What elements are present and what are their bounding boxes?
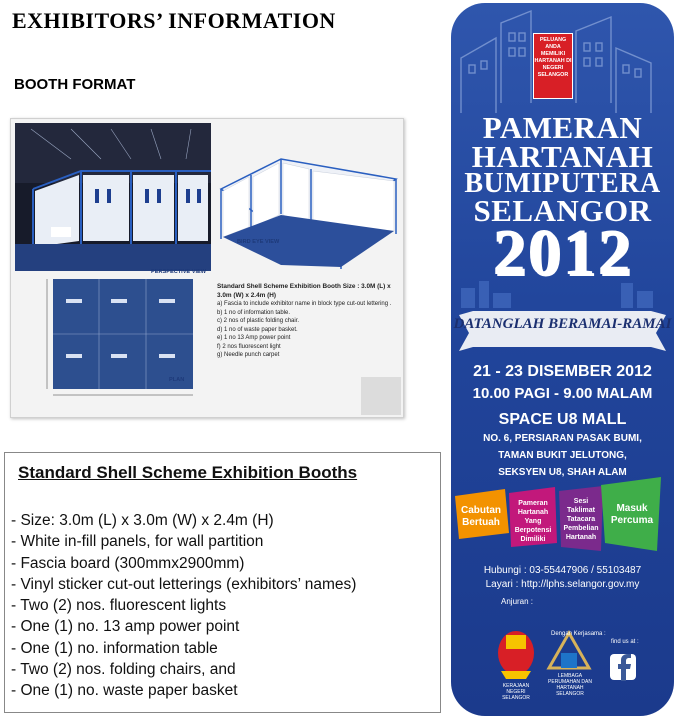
event-time: 10.00 PAGI - 9.00 MALAM [472,385,653,402]
poster-title-line: PAMERAN [482,110,643,145]
venue-address-line: SEKSYEN U8, SHAH ALAM [498,467,627,478]
feature-free-entry: Masuk Percuma [610,503,654,526]
perspective-view-label: PERSPECTIVE VIEW [151,269,207,275]
plan-label: PLAN [169,377,185,383]
selangor-crest-icon [498,631,534,679]
venue-address-line: NO. 6, PERSIARAN PASAK BUMI, [483,433,642,444]
venue-address-line: TAMAN BUKIT JELUTONG, [498,450,627,461]
poster-tagline: DATANGLAH BERAMAI-RAMAI [453,316,672,332]
feature-lucky-draw: Cabutan Bertuah [461,505,501,528]
poster-title-line: SELANGOR [473,193,652,228]
booth-spec-item: a) Fascia to include exhibitor name in block type cut-out lettering . [217,301,392,307]
list-item: - One (1) no. waste paper basket [11,680,356,701]
find-us-label: find us at : [611,639,639,645]
shell-scheme-list [11,510,356,702]
lphs-logo-caption: LEMBAGA PERUMAHAN DAN HARTANAH SELANGOR [548,673,592,697]
feature-briefing-session: Sesi Taklimat Tatacara Pembelian Hartanah [563,498,599,541]
booth-spec-item: b) 1 no of information table. [217,309,291,316]
booth-spec-item: f) 2 nos fluorescent light [217,343,281,350]
poster-year: 2012 [492,216,633,289]
booth-spec-item: e) 1 no 13 Amp power point [217,335,291,341]
booth-spec-item: g) Needle punch carpet [217,352,280,358]
shell-scheme-heading: Standard Shell Scheme Exhibition Booths [18,463,358,482]
booth-spec-title: Standard Shell Scheme Exhibition Booth Size : 3.0M (L) x 3.0m (W) x 2.4m (H) [217,283,391,299]
selangor-logo-caption: KERAJAAN NEGERI SELANGOR [502,683,530,701]
list-item: - White in-fill panels, for wall partition [11,531,356,552]
event-poster [451,3,674,716]
booth-spec-text [217,283,397,360]
feature-property-exhibition: Pameran Hartanah Yang Berpotensi Dimiliki [514,500,552,543]
booth-illustration [11,119,403,417]
in-cooperation-label: Dengan Kerjasama : [551,631,606,637]
list-item: - Vinyl sticker cut-out letterings (exhibitors’ names) [11,574,356,595]
list-item: - Two (2) nos. folding chairs, and [11,659,356,680]
bird-eye-view-label: BIRD EYE VIEW [237,239,280,245]
page-title: EXHIBITORS’ INFORMATION [12,8,336,33]
event-dates: 21 - 23 DISEMBER 2012 [473,363,652,380]
booth-format-image [10,118,404,418]
contact-phone: Hubungi : 03-55447906 / 55103487 [483,565,642,576]
poster-title-line: BUMIPUTERA [464,168,661,199]
booth-spec-item: d) 1 no of waste paper basket. [217,326,298,333]
facebook-icon [610,654,636,681]
list-item: - Two (2) nos. fluorescent lights [11,595,356,616]
list-item: - Size: 3.0m (L) x 3.0m (W) x 2.4m (H) [11,510,356,531]
poster-title-line: HARTANAH [471,139,654,174]
lphs-logo-icon [549,633,589,668]
section-subtitle: BOOTH FORMAT [14,76,136,93]
organised-by-label: Anjuran : [501,597,534,606]
list-item: - Fascia board (300mmx2900mm) [11,553,356,574]
shell-scheme-box [4,452,441,713]
list-item: - One (1) no. 13 amp power point [11,616,356,637]
contact-website: Layari : http://lphs.selangor.gov.my [485,579,640,590]
promo-sign: PELUANG ANDA MEMILIKI HARTANAH DI NEGERI SELANGOR [533,33,573,99]
booth-spec-item: c) 2 nos of plastic folding chair. [217,318,300,324]
event-venue: SPACE U8 MALL [498,411,627,428]
list-item: - One (1) no. information table [11,638,356,659]
